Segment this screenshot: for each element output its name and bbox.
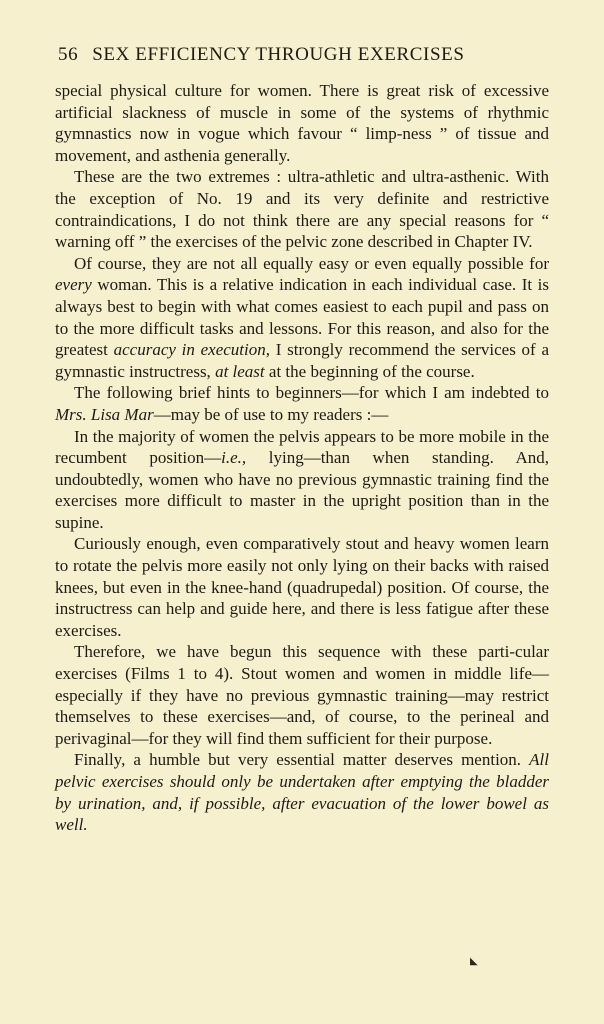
paragraph — [55, 166, 549, 252]
text-run: Finally, a humble but very essential matter deserves mention. — [74, 750, 530, 770]
paragraph — [55, 382, 549, 425]
text-run: —may be of use to my readers :— — [153, 404, 389, 424]
italic-text: Mrs. Lisa Mar — [55, 404, 154, 424]
text-run: These are the two extremes : ultra-athletic and ultra-asthenic. With the exception of No. 19 and its very definite and restrictive contraindications, I do not think there are any special reasons for “ warning off ” the exercises of the pelvic zone described in Chapter IV. — [55, 167, 549, 252]
text-run: lying—than when standing. And, undoubtedly, women who have no previous gymnastic training find the exercises more difficult to master in the upright position than in the supine. — [55, 448, 550, 532]
italic-text: i.e., — [221, 448, 247, 468]
text-run: Therefore, we have begun this sequence with these parti-cular exercises (Films 1 to 4). Stout women and women in middle life—especially if they have no previous gymnastic training—may restrict themselves to these exercises—and, of course, to the perineal and perivaginal—for they will find them sufficient for their purpose. — [55, 642, 549, 748]
paragraph — [55, 426, 549, 534]
paragraph — [55, 253, 549, 383]
paragraph — [55, 749, 549, 835]
text-run: at the beginning of the course. — [264, 361, 475, 381]
italic-text: All pelvic exercises should only be undertaken after emptying the bladder by urination, and, if possible, after evacuation of the lower bowel as well. — [55, 750, 549, 835]
italic-text: every — [55, 275, 92, 295]
text-run: I strongly recommend the services of a gymnastic instructress, — [55, 340, 550, 381]
running-header — [58, 44, 465, 66]
page-number: 56 — [58, 44, 79, 65]
running-title: SEX EFFICIENCY THROUGH EXERCISES — [92, 44, 465, 65]
body-text — [55, 80, 549, 836]
text-run: In the majority of women the pelvis appears to be more mobile in the recumbent position— — [55, 426, 549, 468]
text-run: woman. This is a relative indication in each individual case. It is always best to begin with what comes easiest to each pupil and pass on to the more difficult tasks and lessons. For this reason, and also for the greatest — [55, 275, 549, 360]
paragraph — [55, 533, 549, 641]
italic-text: accuracy in execution, — [113, 340, 270, 360]
printer-mark: ◣ — [470, 956, 478, 967]
text-run: Curiously enough, even comparatively stout and heavy women learn to rotate the pelvis more easily not only lying on their backs with raised knees, but even in the knee-hand (quadrupedal) position. Of course, the instructress can help and guide here, and there is less fatigue after these exercises. — [55, 534, 549, 640]
text-run: special physical culture for women. There is great risk of excessive artificial slackness of muscle in some of the systems of rhythmic gymnastics now in vogue which favour “ limp-ness ” of tissue and movement, and asthenia generally. — [55, 81, 549, 165]
paragraph — [55, 80, 549, 166]
paragraph — [55, 641, 549, 749]
text-run: Of course, they are not all equally easy or even equally possible for — [74, 253, 549, 273]
italic-text: at least — [215, 361, 265, 381]
text-run: The following brief hints to beginners—for which I am indebted to — [74, 383, 549, 403]
